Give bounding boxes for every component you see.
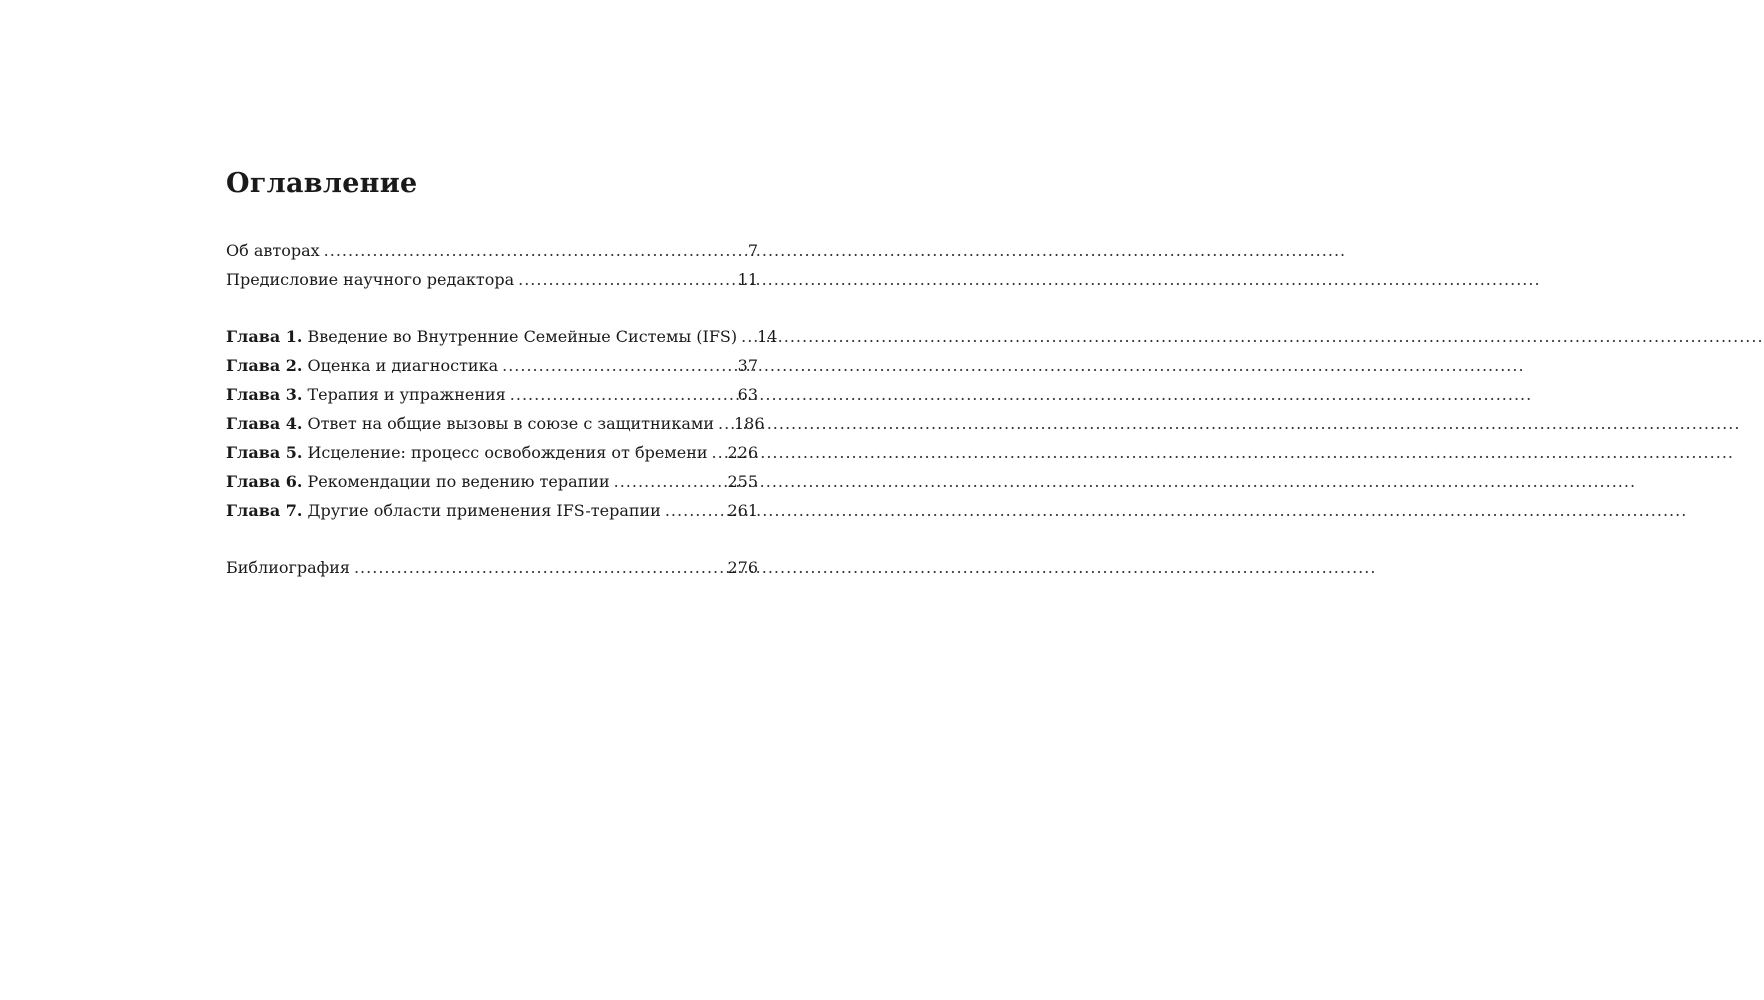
toc-entry-title: Введение во Внутренние Семейные Системы (IFS) (307, 327, 738, 346)
toc-entry-page: 11 (737, 270, 758, 289)
toc-front-matter (226, 236, 758, 294)
toc-entry-title: Рекомендации по ведению терапии (307, 472, 610, 491)
toc-entry-chapter-4[interactable] (226, 409, 765, 438)
dot-leader (502, 351, 734, 380)
toc-entry-editor-preface[interactable] (226, 265, 758, 294)
toc-entry-chapter-5[interactable] (226, 438, 758, 467)
toc-entry-page: 7 (747, 241, 758, 260)
toc-entry-chapter-6[interactable] (226, 467, 758, 496)
dot-leader (518, 265, 734, 294)
toc-entry-page: 37 (737, 356, 758, 375)
dot-leader (665, 496, 724, 525)
dot-leader (614, 467, 724, 496)
table-of-contents (226, 236, 778, 582)
dot-leader (741, 322, 753, 351)
toc-entry-title: Другие области применения IFS-терапии (307, 501, 661, 520)
toc-entry-title: Терапия и упражнения (307, 385, 506, 404)
toc-chapters (226, 322, 778, 525)
toc-entry-title: Библиография (226, 558, 350, 577)
toc-entry-chapter-1[interactable] (226, 322, 778, 351)
toc-entry-title: Ответ на общие вызовы в союзе с защитниками (307, 414, 714, 433)
toc-entry-page: 186 (734, 414, 765, 433)
toc-entry-chapter-3[interactable] (226, 380, 758, 409)
toc-entry-page: 14 (757, 327, 778, 346)
dot-leader (712, 438, 724, 467)
toc-entry-page: 63 (737, 385, 758, 404)
toc-chapter-number: Глава 5. (226, 443, 303, 462)
toc-chapter-number: Глава 2. (226, 356, 303, 375)
toc-chapter-number: Глава 1. (226, 327, 303, 346)
toc-entry-page: 255 (727, 472, 758, 491)
dot-leader (354, 553, 723, 582)
toc-chapter-number: Глава 4. (226, 414, 303, 433)
toc-entry-page: 276 (727, 558, 758, 577)
toc-chapter-number: Глава 3. (226, 385, 303, 404)
toc-entry-chapter-2[interactable] (226, 351, 758, 380)
dot-leader (510, 380, 734, 409)
toc-entry-bibliography[interactable] (226, 553, 758, 582)
dot-leader (718, 409, 730, 438)
toc-entry-title: Об авторах (226, 241, 320, 260)
page-title: Оглавление (226, 168, 418, 199)
toc-entry-title: Исцеление: процесс освобождения от бремени (307, 443, 708, 462)
toc-entry-chapter-7[interactable] (226, 496, 758, 525)
toc-entry-page: 261 (727, 501, 758, 520)
toc-back-matter (226, 553, 758, 582)
toc-chapter-number: Глава 6. (226, 472, 303, 491)
toc-entry-title: Оценка и диагностика (307, 356, 499, 375)
dot-leader (324, 236, 744, 265)
toc-entry-about-authors[interactable] (226, 236, 758, 265)
toc-chapter-number: Глава 7. (226, 501, 303, 520)
toc-entry-title: Предисловие научного редактора (226, 270, 515, 289)
toc-entry-page: 226 (727, 443, 759, 462)
